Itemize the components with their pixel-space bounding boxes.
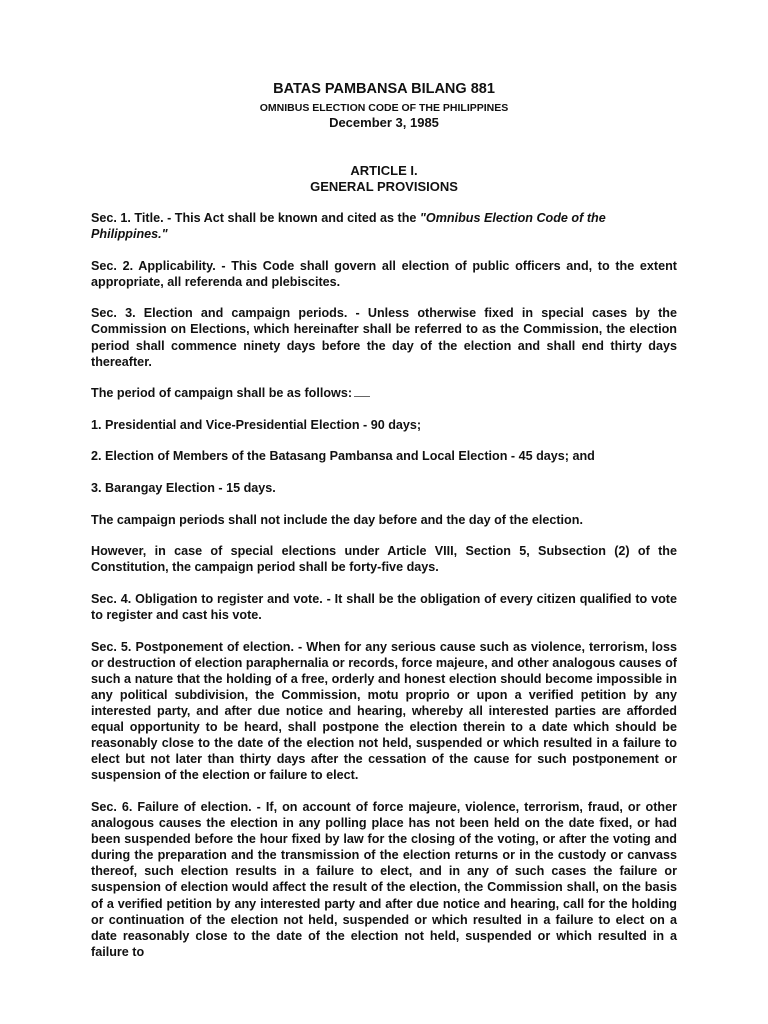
- campaign-exclusion: The campaign periods shall not include the day before and the day of the election.: [91, 512, 583, 527]
- section-6: Sec. 6. Failure of election. - If, on account of force majeure, violence, terrorism, fraud, or other analogous causes the election in any polling place has not been held on the date fixed, or had been suspended before the hour fixed by law for the closing of the voting, or after the voting and during the preparation and the transmission of the election returns or in the custody or canvass thereof, such election results in a failure to elect, and in any of such cases the failure or suspension of election would affect the result of the election, the Commission shall, on the basis of a verified petition by any interested party and after due notice and hearing, call for the holding or continuation of the election not held, suspended or which resulted in a failure to elect on a date reasonably close to the date of the election not held, suspended or which resulted in a failure to: [91, 799, 677, 959]
- section-5: Sec. 5. Postponement of election. - When for any serious cause such as violence, terrorism, loss or destruction of election paraphernalia or records, force majeure, and other analogous causes of such a nature that the holding of a free, orderly and honest election should become impossible in any political subdivision, the Commission, motu proprio or upon a verified petition by any interested party, and after due notice and hearing, whereby all interested parties are afforded equal opportunity to be heard, shall postpone the election therein to a date which should be reasonably close to the date of the election not held, suspended or which resulted in a failure to elect but not later than thirty days after the cessation of the cause for such postponement or suspension of the election or failure to elect.: [91, 639, 677, 783]
- document-title: BATAS PAMBANSA BILANG 881: [273, 81, 495, 97]
- section-1-text: Sec. 1. Title. - This Act shall be known and cited as the: [91, 211, 420, 225]
- article-name: GENERAL PROVISIONS: [310, 179, 458, 194]
- campaign-item-2: 2. Election of Members of the Batasang Pambansa and Local Election - 45 days; and: [91, 449, 595, 464]
- section-1-code-name: "Omnibus Election Code of the Philippines.": [91, 211, 606, 242]
- document-body: [91, 210, 677, 960]
- article-heading: [91, 163, 677, 195]
- special-elections: However, in case of special elections under Article VIII, Section 5, Subsection (2) of the Constitution, the campaign period shall be forty-five days.: [91, 544, 677, 575]
- campaign-item-3: 3. Barangay Election - 15 days.: [91, 481, 276, 496]
- section-4: Sec. 4. Obligation to register and vote. - It shall be the obligation of every citizen qualified to vote to register and cast his vote.: [91, 591, 677, 622]
- section-2: Sec. 2. Applicability. - This Code shall govern all election of public officers and, to the extent appropriate, all referenda and plebiscites.: [91, 258, 677, 289]
- document-subtitle: OMNIBUS ELECTION CODE OF THE PHILIPPINES: [259, 102, 509, 114]
- document-header: [91, 80, 677, 131]
- article-number: ARTICLE I.: [350, 163, 418, 178]
- section-3: Sec. 3. Election and campaign periods. - Unless otherwise fixed in special cases by the Commission on Elections, which hereinafter shall be referred to as the Commission, the election period shall commence ninety days before the day of the election and shall end thirty days thereafter.: [91, 306, 677, 369]
- campaign-intro: [91, 385, 677, 401]
- section-1: [91, 210, 677, 242]
- campaign-intro-text: The period of campaign shall be as follows:: [91, 386, 353, 401]
- document-date: December 3, 1985: [329, 115, 439, 130]
- blank-line: [354, 395, 370, 397]
- campaign-item-1: 1. Presidential and Vice-Presidential Election - 90 days;: [91, 417, 422, 432]
